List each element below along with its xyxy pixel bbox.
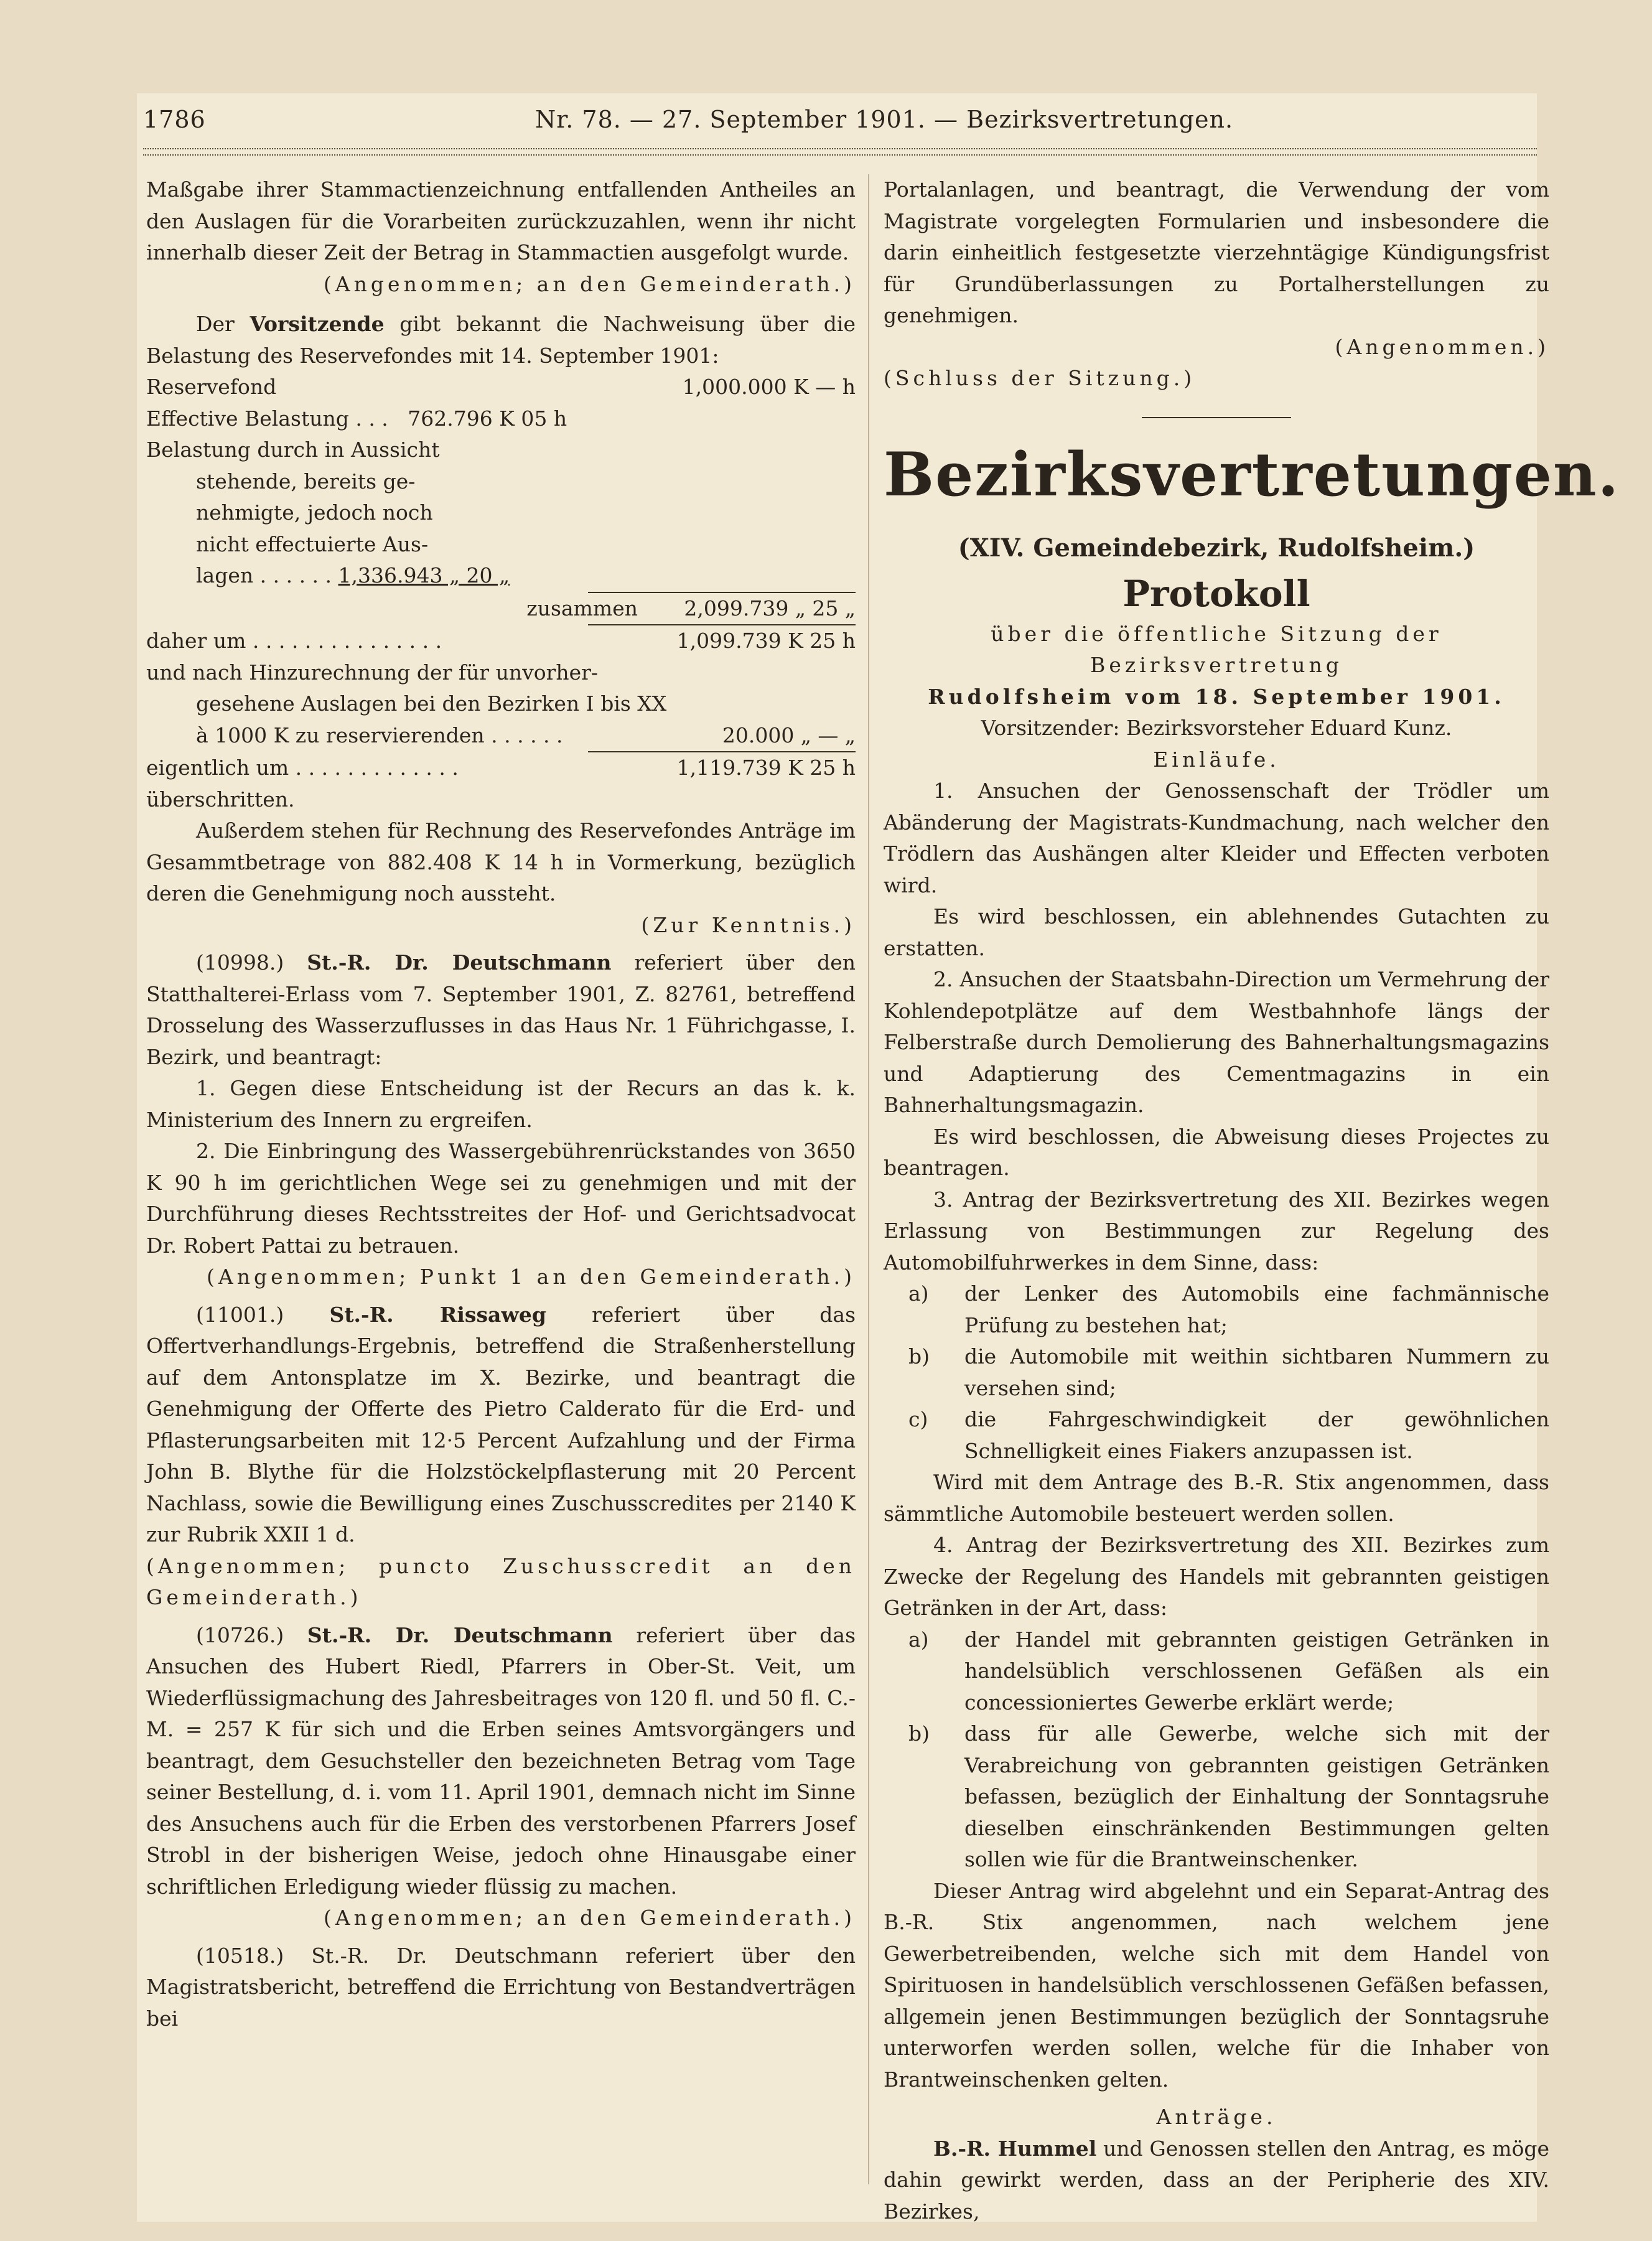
subheading: Anträge. xyxy=(1156,2105,1277,2129)
protocol-heading: Protokoll xyxy=(1122,572,1310,615)
ledger-row: lagen . . . . . . 1,336.943 „ 20 „ xyxy=(196,563,510,587)
ledger-row: gesehene Auslagen bei den Bezirken I bis XX xyxy=(196,691,667,716)
resolution: (Angenommen; Punkt 1 an den Gemeinderath.) xyxy=(207,1265,856,1289)
protocol-subtitle: über die öffentliche Sitzung der Bezirksvertretung xyxy=(991,621,1442,677)
section-title: Bezirksvertretungen. xyxy=(884,439,1620,510)
page-header xyxy=(137,93,1537,149)
running-title: Nr. 78. — 27. September 1901. — Bezirksvertretungen. xyxy=(535,106,1234,133)
newspaper-page xyxy=(137,93,1620,2224)
district-heading: (XIV. Gemeindebezirk, Rudolfsheim.) xyxy=(958,533,1475,563)
resolution: (Zur Kenntnis.) xyxy=(641,912,856,937)
ledger-row: zusammen 2,099.739 „ 25 „ xyxy=(526,596,856,620)
ledger-row: überschritten. xyxy=(146,787,295,812)
paragraph: Außerdem stehen für Rechnung des Reservefondes Anträge im Gesammtbetrage von 882.408 K 14 h in Vormerkung, bezüglich deren die Genehmigung noch aussteht. xyxy=(146,818,856,905)
ledger-row: Reservefond 1,000.000 K — h xyxy=(146,375,856,399)
resolution: (Angenommen; an den Gemeinderath.) xyxy=(323,1906,856,1930)
ledger-row: daher um . . . . . . . . . . . . . . . 1,099.739 K 25 h xyxy=(146,629,856,653)
column-separator xyxy=(868,174,869,2184)
resolution: Es wird beschlossen, ein ablehnendes Gutachten zu erstatten. xyxy=(884,904,1549,960)
list-item: b) die Automobile mit weithin sichtbaren Nummern zu versehen sind; xyxy=(908,1344,1549,1400)
speaker-name: St.-R. Rissaweg xyxy=(329,1302,546,1327)
ledger-row: Belastung durch in Aussicht xyxy=(146,437,440,462)
header-rule xyxy=(143,148,1537,156)
resolution: Es wird beschlossen, die Abweisung dieses Projectes zu beantragen. xyxy=(884,1124,1549,1180)
agenda-item: 2. Ansuchen der Staatsbahn-Direction um Vermehrung der Kohlendepotplätze auf dem Westbahnhofe längs der Felberstraße durch Demolierung des Bahnerhaltungsmagazins und Adaptierung des Cementmagazins in ein Bahnerhaltungsmagazin. xyxy=(884,967,1549,1117)
chair-line: Vorsitzender: Bezirksvorsteher Eduard Kunz. xyxy=(981,716,1452,740)
paragraph: B.-R. Hummel und Genossen stellen den Antrag, es möge dahin gewirkt werden, dass an der Peripherie des XIV. Bezirkes, xyxy=(884,2136,1549,2224)
section-rule xyxy=(1142,417,1291,418)
paragraph: (10726.) St.-R. Dr. Deutschmann referiert über das Ansuchen des Hubert Riedl, Pfarrers in Ober-St. Veit, um Wiederflüssigmachung des Jahresbeitrages von 120 fl. und 50 fl. C.-M. = 257 K für sich und die Erben seines Amtsvorgängers und beantragt, dem Gesuchsteller den bezeichneten Betrag vom Tage seiner Bestellung, d. i. vom 11. April 1901, demnach nicht im Sinne des Ansuchens auch für die Erben des verstorbenen Pfarrers Josef Strobl in der bisherigen Weise, jedoch ohne Hinausgabe einer schriftlichen Erledigung wieder flüssig zu machen. xyxy=(146,1622,856,1899)
ledger-row: und nach Hinzurechnung der für unvorher- xyxy=(146,660,599,685)
speaker-name: St.-R. Dr. Deutschmann xyxy=(307,950,612,975)
paragraph: (11001.) St.-R. Rissaweg referiert über das Offertverhandlungs-Ergebnis, betreffend die Straßenherstellung auf dem Antonsplatze im X. Bezirke, und beantragt die Genehmigung der Offerte des Pietro Calderato für die Erd- und Pflasterungsarbeiten mit 12·5 Percent Aufzahlung und der Firma John B. Blythe für die Holzstöckelpflasterung mit 20 Percent Nachlass, sowie die Bewilligung eines Zuschusscredites per 2140 K zur Rubrik XXII 1 d. xyxy=(146,1302,856,1546)
paragraph: Der Vorsitzende gibt bekannt die Nachweisung über die Belastung des Reservefondes mit 14. September 1901: xyxy=(146,312,856,368)
speaker-name: St.-R. Dr. Deutschmann xyxy=(307,1622,613,1647)
protocol-subtitle: Rudolfsheim vom 18. September 1901. xyxy=(928,684,1505,709)
ledger-row: à 1000 K zu reservierenden . . . . . . 20.000 „ — „ xyxy=(196,723,856,747)
ledger-row: stehende, bereits ge- xyxy=(196,469,416,494)
resolution: (Angenommen; an den Gemeinderath.) xyxy=(323,271,856,296)
left-column xyxy=(146,174,856,2034)
list-item: a) der Lenker des Automobils eine fachmännische Prüfung zu bestehen hat; xyxy=(908,1281,1549,1337)
resolution: Wird mit dem Antrage des B.-R. Stix angenommen, dass sämmtliche Automobile besteuert werden sollen. xyxy=(884,1470,1549,1526)
speaker-name: B.-R. Hummel xyxy=(933,2136,1097,2161)
session-end: (Schluss der Sitzung.) xyxy=(884,366,1196,390)
agenda-item: 1. Ansuchen der Genossenschaft der Trödler um Abänderung der Magistrats-Kundmachung, nach welcher den Trödlern das Aushängen alter Kleider und Effecten verboten wird. xyxy=(884,779,1549,897)
list-item: a) der Handel mit gebrannten geistigen Getränken in handelsüblich verschlossenen Gefäßen als ein concessioniertes Gewerbe erklärt werde; xyxy=(908,1627,1549,1715)
speaker-name: Vorsitzende xyxy=(250,312,385,336)
right-column xyxy=(884,174,1620,2227)
page-number: 1786 xyxy=(143,106,206,133)
paragraph: (10998.) St.-R. Dr. Deutschmann referiert über den Statthalterei-Erlass vom 7. September 1901, Z. 82761, betreffend Drosselung des Wasserzuflusses in das Haus Nr. 1 Führichgasse, I. Bezirk, und beantragt: xyxy=(146,950,856,1069)
paragraph: (10518.) St.-R. Dr. Deutschmann referiert über den Magistratsbericht, betreffend die Errichtung von Bestandverträgen bei xyxy=(146,1943,856,2031)
list-item: c) die Fahrgeschwindigkeit der gewöhnlichen Schnelligkeit eines Fiakers anzupassen ist. xyxy=(908,1407,1549,1463)
resolution: (Angenommen.) xyxy=(1335,334,1549,359)
subheading: Einläufe. xyxy=(1153,747,1280,772)
list-item: b) dass für alle Gewerbe, welche sich mit der Verabreichung von gebrannten geistigen Getränken befassen, bezüglich der Einhaltung der Sonntagsruhe dieselben einschränkenden Bestimmungen gelten sollen wie für die Brantweinschenker. xyxy=(908,1721,1549,1871)
ledger-row: nehmigte, jedoch noch xyxy=(196,500,433,525)
ledger-row: eigentlich um . . . . . . . . . . . . . 1,119.739 K 25 h xyxy=(146,756,856,780)
ledger-row: nicht effectuierte Aus- xyxy=(196,531,429,556)
resolution: (Angenommen; puncto Zuschusscredit an den Gemeinderath.) xyxy=(146,1553,856,1609)
resolution: Dieser Antrag wird abgelehnt und ein Separat-Antrag des B.-R. Stix angenommen, nach welchem jene Gewerbetreibenden, welche sich mit dem Handel von Spirituosen in handelsüblich verschlossenen Gefäßen befassen, allgemein jenen Bestimmungen bezüglich der Sonntagsruhe unterworfen werden sollen, welche für die Inhaber von Brantweinschenken gelten. xyxy=(884,1878,1549,2092)
paragraph: Maßgabe ihrer Stammactienzeichnung entfallenden Antheiles an den Auslagen für die Vorarbeiten zurückzuzahlen, wenn ihr nicht innerhalb dieser Zeit der Betrag in Stammactien ausgefolgt wurde. xyxy=(146,177,856,264)
list-item: 1. Gegen diese Entscheidung ist der Recurs an das k. k. Ministerium des Innern zu ergreifen. xyxy=(146,1076,856,1132)
agenda-item: 4. Antrag der Bezirksvertretung des XII. Bezirkes zum Zwecke der Regelung des Handels mit gebrannten geistigen Getränken in der Art, dass: xyxy=(884,1533,1549,1620)
agenda-item: 3. Antrag der Bezirksvertretung des XII. Bezirkes wegen Erlassung von Bestimmungen zur Regelung des Automobilfuhrwerkes in dem Sinne, dass: xyxy=(884,1187,1549,1275)
list-item: 2. Die Einbringung des Wassergebührenrückstandes von 3650 K 90 h im gerichtlichen Wege sei zu genehmigen und mit der Durchführung dieses Rechtsstreites der Hof- und Gerichtsadvocat Dr. Robert Pattai zu betrauen. xyxy=(146,1139,856,1258)
paragraph: Portalanlagen, und beantragt, die Verwendung der vom Magistrate vorgelegten Formularien und insbesondere die darin einheitlich festgesetzte vierzehntägige Kündigungsfrist für Grundüberlassungen zu Portalherstellungen zu genehmigen. xyxy=(884,177,1549,327)
ledger-row: Effective Belastung . . . 762.796 K 05 h xyxy=(146,406,567,431)
